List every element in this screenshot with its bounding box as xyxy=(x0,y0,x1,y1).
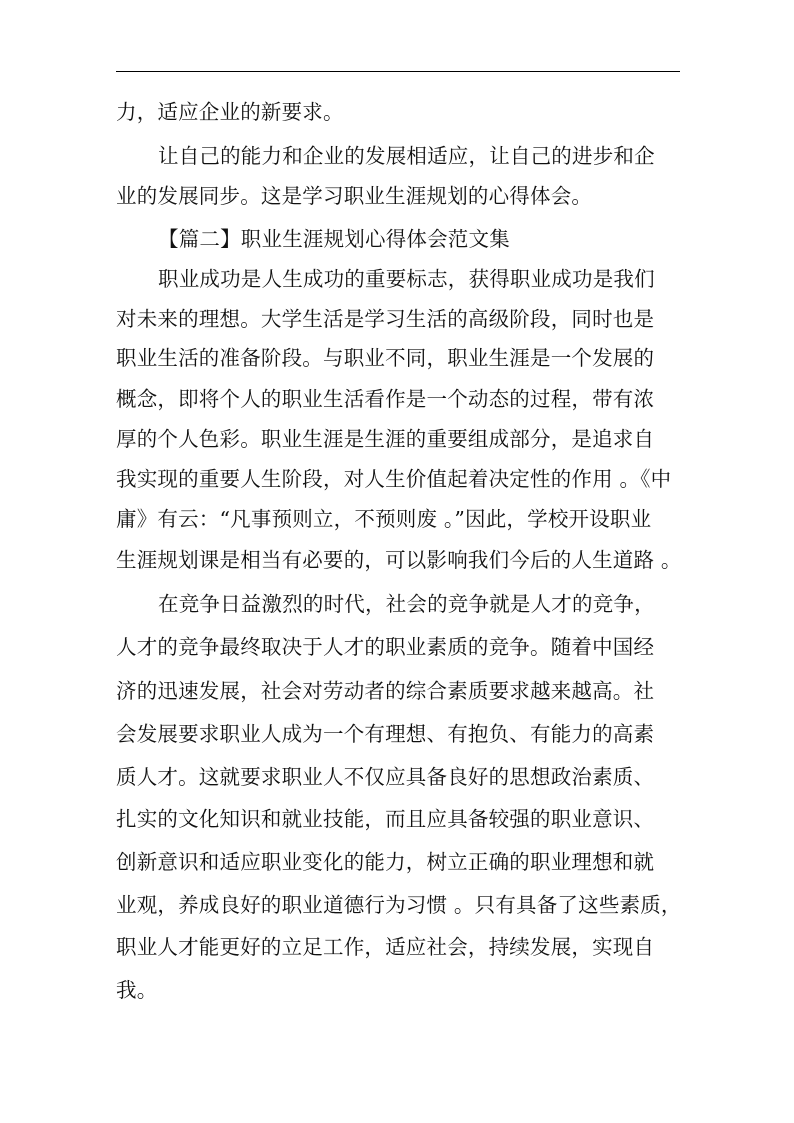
text-line: 创新意识和适应职业变化的能力，树立正确的职业理想和就 xyxy=(116,850,655,874)
text-line: 质人才。这就要求职业人不仅应具备良好的思想政治素质、 xyxy=(116,765,655,789)
text-line: 业的发展同步。这是学习职业生涯规划的心得体会。 xyxy=(116,184,593,208)
text-line: 我。 xyxy=(116,978,158,1002)
text-line: 业观，养成良好的职业道德行为习惯 。只有具备了这些素质， xyxy=(116,893,682,917)
text-line: 人才的竞争最终取决于人才的职业素质的竞争。随着中国经 xyxy=(116,635,655,659)
text-line: 对未来的理想。大学生活是学习生活的高级阶段，同时也是 xyxy=(116,307,655,331)
header-rule xyxy=(116,71,680,72)
text-line: 我实现的重要人生阶段，对人生价值起着决定性的作用 。《中 xyxy=(116,467,672,491)
section-heading: 【篇二】职业生涯规划心得体会范文集 xyxy=(158,227,510,251)
text-line: 济的迅速发展，社会对劳动者的综合素质要求越来越高。社 xyxy=(116,679,655,703)
text-line: 职业生活的准备阶段。与职业不同，职业生涯是一个发展的 xyxy=(116,346,655,370)
text-line: 会发展要求职业人成为一个有理想、有抱负、有能力的高素 xyxy=(116,722,655,746)
text-line: 让自己的能力和企业的发展相适应，让自己的进步和企 xyxy=(158,144,655,168)
text-line: 在竞争日益激烈的时代，社会的竞争就是人才的竞争， xyxy=(158,592,655,616)
text-line: 概念，即将个人的职业生活看作是一个动态的过程，带有浓 xyxy=(116,387,655,411)
text-line: 职业人才能更好的立足工作，适应社会，持续发展，实现自 xyxy=(116,935,655,959)
text-line: 扎实的文化知识和就业技能，而且应具备较强的职业意识、 xyxy=(116,807,655,831)
text-line: 力，适应企业的新要求。 xyxy=(116,100,344,124)
text-line: 庸》有云：“凡事预则立，不预则废 。”因此，学校开设职业 xyxy=(116,507,652,531)
text-line: 职业成功是人生成功的重要标志，获得职业成功是我们 xyxy=(158,267,655,291)
text-line: 生涯规划课是相当有必要的，可以影响我们今后的人生道路 。 xyxy=(116,548,682,572)
text-line: 厚的个人色彩。职业生涯是生涯的重要组成部分，是追求自 xyxy=(116,427,655,451)
